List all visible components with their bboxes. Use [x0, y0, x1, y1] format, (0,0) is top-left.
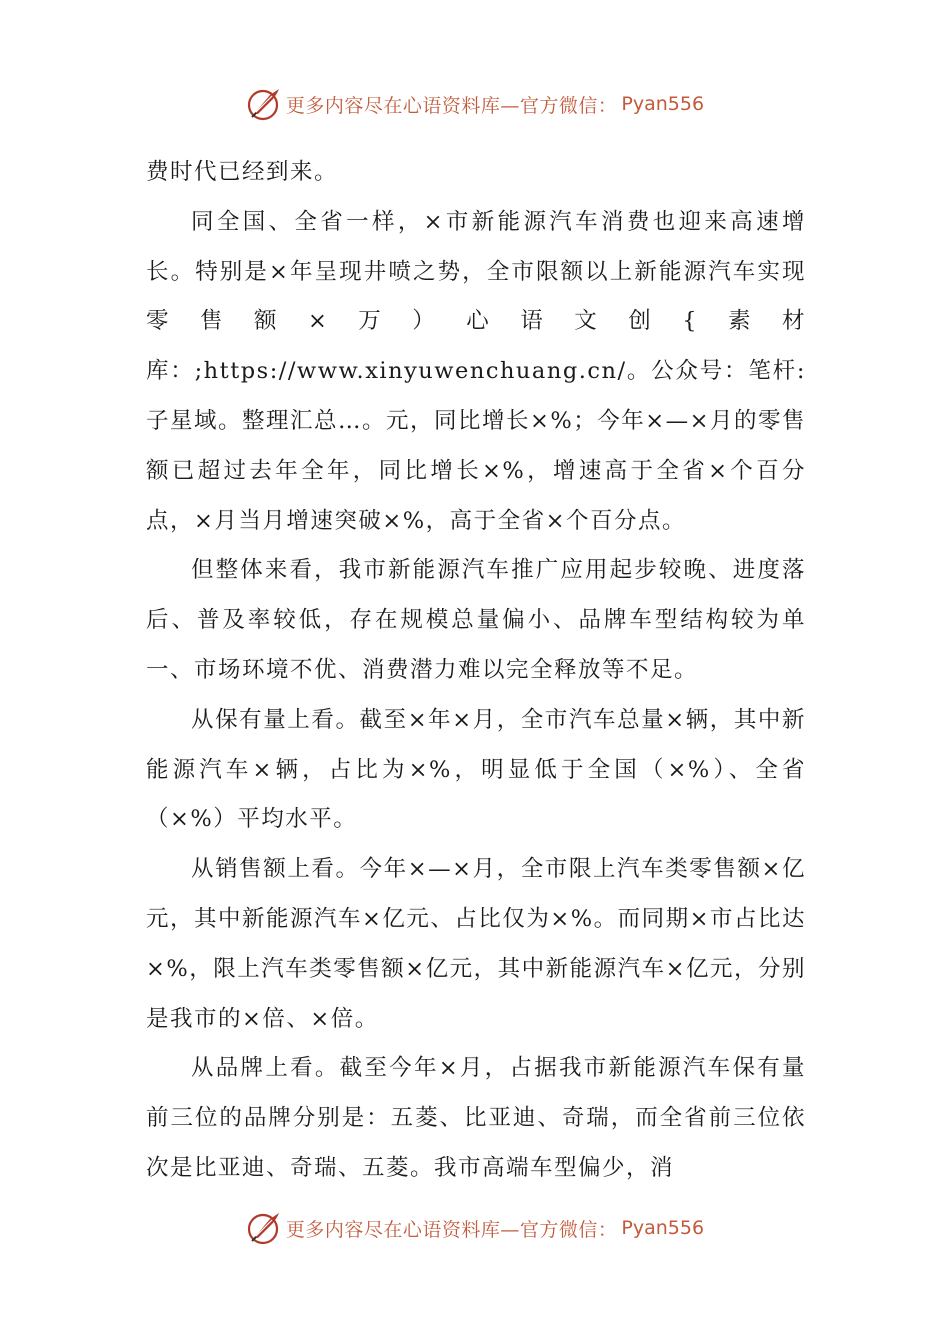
banner-text: 更多内容尽在心语资料库—官方微信：: [285, 1218, 618, 1241]
paragraph: 同全国、全省一样，×市新能源汽车消费也迎来高速增长。特别是×年呈现井喷之势，全市限额以上新能源汽车实现零售额×万）心语文创{素材库：;https://www.xinyuwenchuang.cn/。公众号：笔杆:子星域。整理汇总…。元，同比增长×%；今年×—×月的零售额已超过去年全年，同比增长×%，增速高于全省×个百分点，×月当月增速突破×%，高于全省×个百分点。: [146, 208, 806, 534]
paragraph: 从品牌上看。截至今年×月，占据我市新能源汽车保有量前三位的品牌分别是：五菱、比亚迪、奇瑞，而全省前三位依次是比亚迪、奇瑞、五菱。我市高端车型偏少，消: [146, 1055, 806, 1181]
paragraph: 从保有量上看。截至×年×月，全市汽车总量×辆，其中新能源汽车×辆，占比为×%，明显低于全国（×%）、全省（×%）平均水平。: [146, 706, 806, 833]
paragraph: 从销售额上看。今年×—×月，全市限上汽车类零售额×亿元，其中新能源汽车×亿元、占比仅为×%。而同期×市占比达×%，限上汽车类零售额×亿元，其中新能源汽车×亿元，分别是我市的×倍、×倍。: [146, 856, 806, 1032]
banner-text: 更多内容尽在心语资料库—官方微信：: [285, 94, 618, 117]
header-banner: [0, 84, 950, 124]
footer-banner: [0, 1208, 950, 1248]
quill-logo-icon: [246, 1210, 282, 1246]
document-body: [146, 148, 806, 1194]
paragraph: 但整体来看，我市新能源汽车推广应用起步较晚、进度落后、普及率较低，存在规模总量偏小、品牌车型结构较为单一、市场环境不优、消费潜力难以完全释放等不足。: [146, 557, 806, 683]
banner-wechat-id: Pyan556: [621, 93, 705, 115]
paragraph: 费时代已经到来。: [146, 159, 339, 185]
quill-logo-icon: [246, 86, 282, 122]
banner-wechat-id: Pyan556: [621, 1217, 705, 1239]
